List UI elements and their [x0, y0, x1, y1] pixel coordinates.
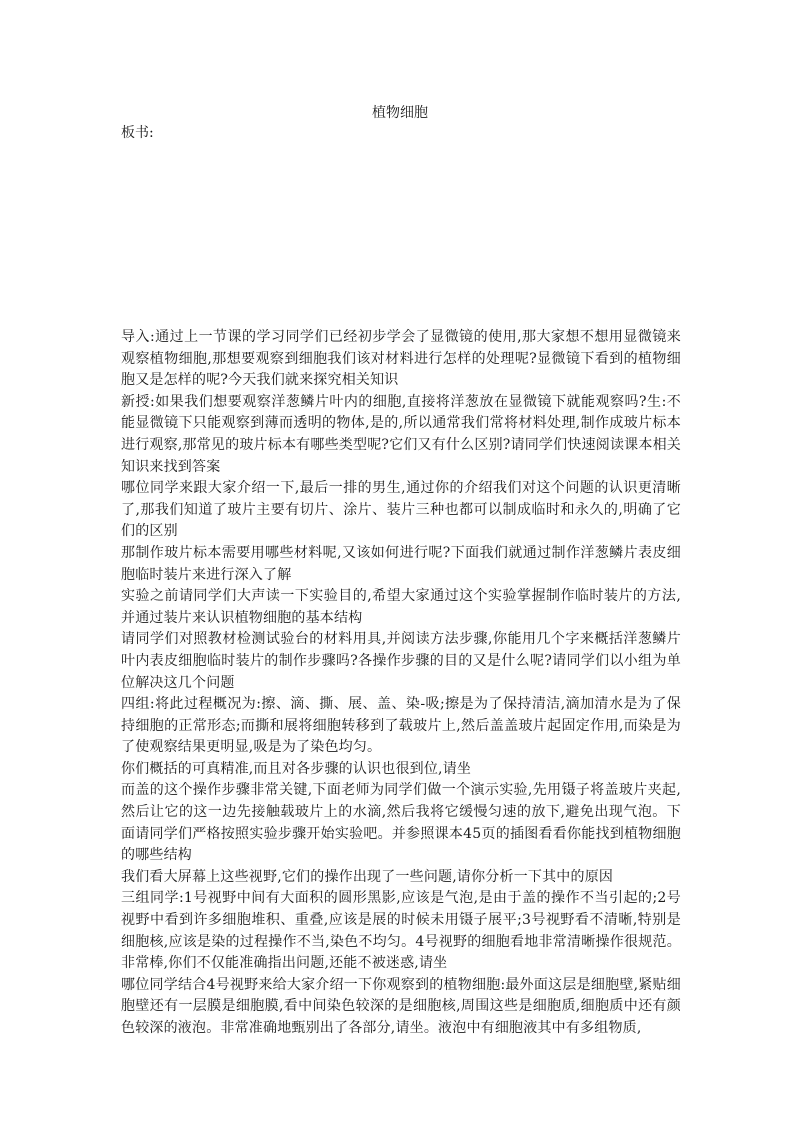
document-title: 植物细胞 — [372, 105, 428, 121]
board-notes-label: 板书: — [121, 125, 154, 141]
paragraph-introduction: 导入:通过上一节课的学习同学们已经初步学会了显微镜的使用,那大家想不想用显微镜来观察植物细胞,那想要观察到细胞我们该对材料进行怎样的处理呢?显微镜下看到的植物细胞又是怎样的呢?今天我们就来探究相关知识 — [121, 329, 681, 389]
paragraph-demonstration: 而盖的这个操作步骤非常关键,下面老师为同学们做一个演示实验,先用镊子将盖玻片夹起,然后让它的这一边先接触载玻片上的水滴,然后我将它缓慢匀速的放下,避免出现气泡。下面请同学们严格按照实验步骤开始实验吧。并参照课本45页的插图看看你能找到植物细胞的哪些结构 — [121, 782, 681, 864]
paragraph-screen-fields: 我们看大屏幕上这些视野,它们的操作出现了一些问题,请你分析一下其中的原因 — [121, 868, 614, 885]
paragraph-slide-types: 哪位同学来跟大家介绍一下,最后一排的男生,通过你的介绍我们对这个问题的认识更清晰了,那我们知道了玻片主要有切片、涂片、装片三种也都可以制成临时和永久的,明确了它们的区别 — [121, 480, 681, 540]
paragraph-group-four: 四组:将此过程概况为:擦、滴、撕、展、盖、染-吸;擦是为了保持清洁,滴加清水是为了保持细胞的正常形态;而撕和展将细胞转移到了载玻片上,然后盖盖玻片起固定作用,而染是为了使观察结果更明显,吸是为了染色均匀。 — [121, 696, 681, 756]
paragraph-group-three: 三组同学:1号视野中间有大面积的圆形黑影,应该是气泡,是由于盖的操作不当引起的;2号视野中看到许多细胞堆积、重叠,应该是展的时候未用镊子展平;3号视野看不清晰,特别是细胞核,应该是染的过程操作不当,染色不均匀。4号视野的细胞看地非常清晰操作很规范。非常棒,你们不仅能准确指出问题,还能不被迷惑,请坐 — [121, 890, 681, 972]
paragraph-praise: 你们概括的可真精准,而且对各步骤的认识也很到位,请坐 — [121, 760, 472, 777]
paragraph-materials-question: 那制作玻片标本需要用哪些材料呢,又该如何进行呢?下面我们就通过制作洋葱鳞片表皮细胞临时装片来进行深入了解 — [121, 544, 681, 583]
paragraph-method-steps: 请同学们对照教材检测试验台的材料用具,并阅读方法步骤,你能用几个字来概括洋葱鳞片叶内表皮细胞临时装片的制作步骤吗?各操作步骤的目的又是什么呢?请同学们以小组为单位解决这几个问题 — [121, 631, 681, 691]
paragraph-experiment-purpose: 实验之前请同学们大声读一下实验目的,希望大家通过这个实验掌握制作临时装片的方法,并通过装片来认识植物细胞的基本结构 — [121, 588, 681, 626]
document-body — [121, 327, 681, 1040]
paragraph-new-lesson: 新授:如果我们想要观察洋葱鳞片叶内的细胞,直接将洋葱放在显微镜下就能观察吗?生:不能显微镜下只能观察到薄而透明的物体,是的,所以通常我们常将材料处理,制作成玻片标本进行观察,那常见的玻片标本有哪些类型呢?它们又有什么区别?请同学们快速阅读课本相关知识来找到答案 — [121, 393, 681, 475]
paragraph-cell-structure: 哪位同学结合4号视野来给大家介绍一下你观察到的植物细胞:最外面这层是细胞壁,紧贴细胞壁还有一层膜是细胞膜,看中间染色较深的是细胞核,周围这些是细胞质,细胞质中还有颜色较深的液泡。非常准确地甄别出了各部分,请坐。液泡中有细胞液其中有多组物质, — [121, 976, 681, 1036]
